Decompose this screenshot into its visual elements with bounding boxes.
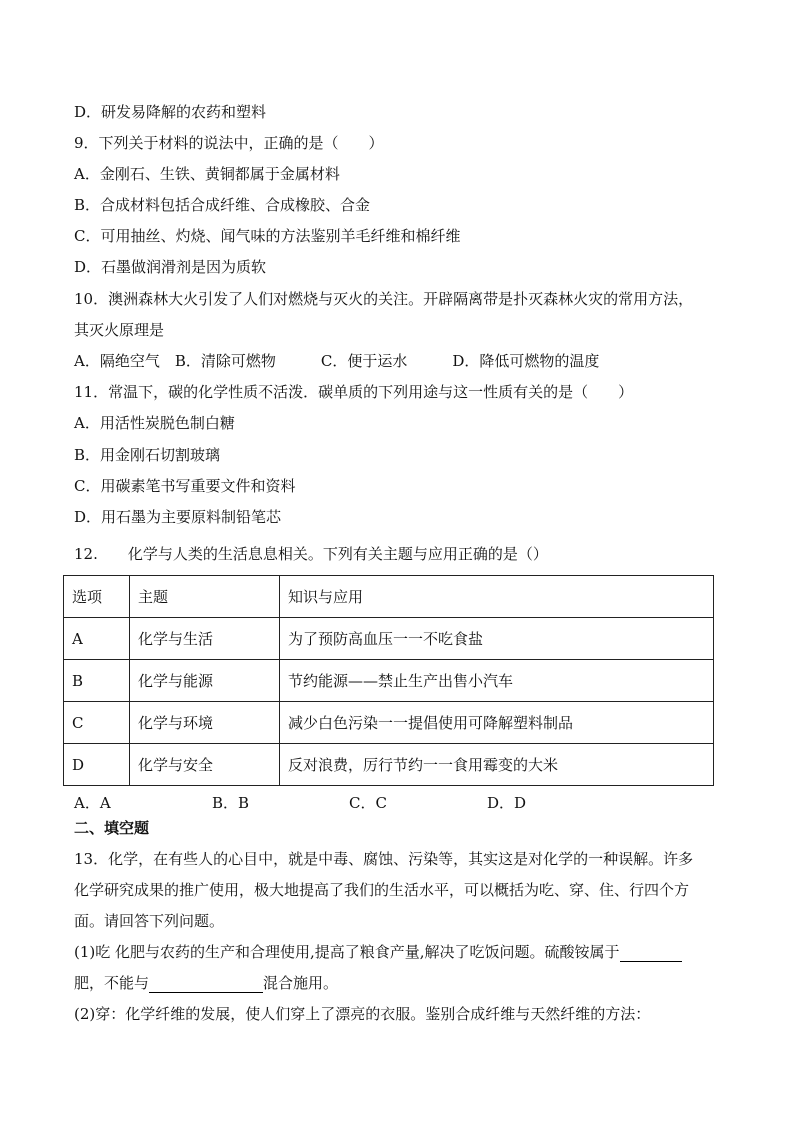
table-cell: C <box>64 702 130 744</box>
q9-option-b: B．合成材料包括合成纤维、合成橡胶、合金 <box>74 196 371 214</box>
q11-option-b: B．用金刚石切割玻璃 <box>74 446 221 464</box>
fertilizer-type-blank[interactable] <box>620 945 682 962</box>
q13-part1-line-2 <box>74 973 338 993</box>
q13-intro-line-2: 化学研究成果的推广使用，极大地提高了我们的生活水平，可以概括为吃、穿、住、行四个方 <box>74 881 690 899</box>
table-header-row <box>64 576 714 618</box>
table-cell: 节约能源——禁止生产出售小汽车 <box>280 660 714 702</box>
table-cell: 反对浪费，厉行节约一一食用霉变的大米 <box>280 744 714 786</box>
q9-stem: 9．下列关于材料的说法中，正确的是（ ） <box>74 134 384 152</box>
q13-intro-line-1: 13．化学，在有些人的心目中，就是中毒、腐蚀、污染等，其实这是对化学的一种误解。许多 <box>74 850 694 868</box>
table-cell: 减少白色污染一一提倡使用可降解塑料制品 <box>280 702 714 744</box>
q10-stem-cont: 其灭火原理是 <box>74 321 165 339</box>
q9-option-a: A．金刚石、生铁、黄铜都属于金属材料 <box>74 165 340 183</box>
q11-option-c: C．用碳素笔书写重要文件和资料 <box>74 477 296 495</box>
table-header-cell: 主题 <box>130 576 280 618</box>
q12-option-c: C．C <box>349 794 387 812</box>
table-cell: B <box>64 660 130 702</box>
q9-option-c: C．可用抽丝、灼烧、闻气味的方法鉴别羊毛纤维和棉纤维 <box>74 227 461 245</box>
table-row <box>64 660 714 702</box>
q9-option-d: D．石墨做润滑剂是因为质软 <box>74 258 267 276</box>
table-cell: 化学与环境 <box>130 702 280 744</box>
table-header-cell: 选项 <box>64 576 130 618</box>
q13-part1-text-2: 肥，不能与 <box>74 974 150 992</box>
table-cell: A <box>64 618 130 660</box>
incompatible-substance-blank[interactable] <box>149 976 263 993</box>
q12-option-a: A．A <box>74 794 111 812</box>
table-cell: D <box>64 744 130 786</box>
q10-stem: 10．澳洲森林大火引发了人们对燃烧与灭火的关注。开辟隔离带是扑灭森林火灾的常用方法， <box>74 290 694 308</box>
table-row <box>64 744 714 786</box>
q12-option-d: D．D <box>487 794 527 812</box>
q12-table <box>63 575 714 786</box>
q12-option-b: B．B <box>212 794 250 812</box>
table-header-cell: 知识与应用 <box>280 576 714 618</box>
section-title: 二、填空题 <box>74 819 150 837</box>
q13-part1-line-1 <box>74 942 682 962</box>
q8-option-d: D．研发易降解的农药和塑料 <box>74 103 267 121</box>
q11-option-d: D．用石墨为主要原料制铅笔芯 <box>74 508 282 526</box>
q13-intro-line-3: 面。请回答下列问题。 <box>74 912 225 930</box>
q13-part1-text: (1)吃 化肥与农药的生产和合理使用,提高了粮食产量,解决了吃饭问题。硫酸铵属于 <box>74 943 620 961</box>
q12-stem: 12. 化学与人类的生活息息相关。下列有关主题与应用正确的是（） <box>74 545 548 563</box>
table-row <box>64 618 714 660</box>
table-row <box>64 702 714 744</box>
q11-stem: 11．常温下，碳的化学性质不活泼．碳单质的下列用途与这一性质有关的是（ ） <box>74 383 634 401</box>
q13-part2: (2)穿：化学纤维的发展，使人们穿上了漂亮的衣服。鉴别合成纤维与天然纤维的方法： <box>74 1005 651 1023</box>
table-cell: 化学与生活 <box>130 618 280 660</box>
q10-options: A．隔绝空气 B．清除可燃物 C．便于运水 D．降低可燃物的温度 <box>74 352 600 370</box>
table-cell: 化学与能源 <box>130 660 280 702</box>
table-cell: 为了预防高血压一一不吃食盐 <box>280 618 714 660</box>
q13-part1-text-3: 混合施用。 <box>263 974 339 992</box>
q11-option-a: A．用活性炭脱色制白糖 <box>74 414 235 432</box>
table-cell: 化学与安全 <box>130 744 280 786</box>
